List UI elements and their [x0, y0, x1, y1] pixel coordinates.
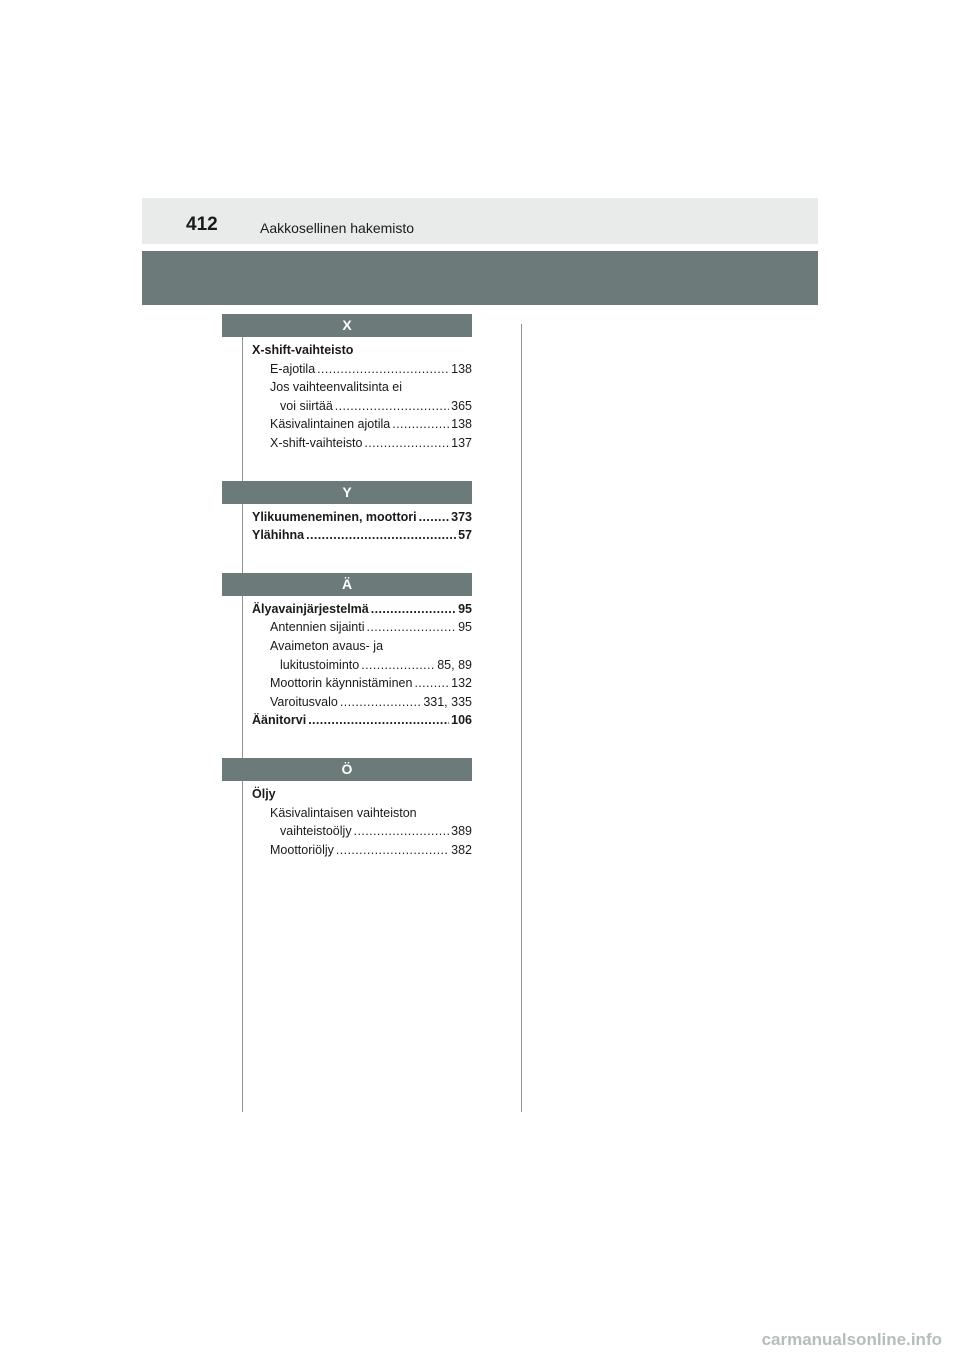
entry-text: vaihteistoöljy	[280, 824, 352, 839]
dot-leader	[367, 618, 457, 637]
index-entry	[252, 508, 472, 527]
section-title: Aakkosellinen hakemisto	[260, 220, 415, 236]
dot-leader	[361, 656, 435, 675]
section-gap	[222, 545, 472, 573]
entry-text: Ylähihna	[252, 528, 305, 543]
entry-text: Moottoriöljy	[270, 842, 334, 857]
entry-text: lukitustoiminto	[280, 657, 360, 672]
entry-list	[222, 596, 472, 730]
page-reference: 365	[451, 398, 472, 413]
index-entry	[252, 360, 472, 379]
index-entry	[252, 674, 472, 693]
dot-leader	[340, 693, 421, 712]
index-entry	[252, 785, 472, 804]
index-entry	[252, 378, 472, 397]
index-entry	[252, 841, 472, 860]
page-reference: 57	[458, 528, 472, 543]
index-entry	[252, 341, 472, 360]
entry-text: Äänitorvi	[252, 713, 307, 728]
dot-leader	[364, 434, 449, 453]
entry-text: Jos vaihteenvalitsinta ei	[270, 380, 403, 395]
page-reference: 137	[451, 435, 472, 450]
index-entry	[252, 618, 472, 637]
watermark: carmanualsonline.info	[761, 1330, 942, 1349]
page-reference: 106	[451, 713, 472, 728]
letter-header: X	[222, 314, 472, 337]
entry-list	[222, 781, 472, 859]
dot-leader	[335, 397, 449, 416]
entry-list	[222, 337, 472, 453]
index-entry	[252, 434, 472, 453]
index-entry	[252, 804, 472, 823]
entry-text: voi siirtää	[280, 398, 333, 413]
dot-leader	[414, 674, 449, 693]
entry-text: E-ajotila	[270, 361, 316, 376]
page-reference: 95	[458, 601, 472, 616]
page-reference: 95	[458, 620, 472, 635]
entry-text: Älyavainjärjestelmä	[252, 601, 369, 616]
page-number: 412	[186, 214, 218, 235]
index-section	[222, 758, 472, 859]
entry-text: Käsivalintainen ajotila	[270, 417, 391, 432]
page-reference: 373	[451, 509, 472, 524]
index-entry	[252, 415, 472, 434]
index-entry	[252, 526, 472, 545]
page-reference: 331, 335	[423, 694, 472, 709]
dot-leader	[392, 415, 449, 434]
section-gap	[222, 453, 472, 481]
index-entry	[252, 822, 472, 841]
letter-header: Y	[222, 481, 472, 504]
entry-list	[222, 504, 472, 545]
index-entry	[252, 656, 472, 675]
dot-leader	[308, 711, 449, 730]
index-section	[222, 314, 472, 453]
dot-leader	[371, 600, 456, 619]
entry-text: Käsivalintaisen vaihteiston	[270, 805, 417, 820]
index-entry	[252, 637, 472, 656]
column-divider-middle	[521, 324, 522, 1112]
letter-header: Ä	[222, 573, 472, 596]
header-band	[142, 198, 818, 244]
index-section	[222, 481, 472, 545]
index-section	[222, 573, 472, 730]
letter-header: Ö	[222, 758, 472, 781]
page-reference: 138	[451, 417, 472, 432]
page-reference: 85, 89	[437, 657, 472, 672]
index-entry	[252, 693, 472, 712]
dot-leader	[419, 508, 450, 527]
dot-leader	[317, 360, 449, 379]
index-entry	[252, 600, 472, 619]
entry-text: Varoitusvalo	[270, 694, 338, 709]
index-entry	[252, 711, 472, 730]
entry-text: X-shift-vaihteisto	[252, 343, 354, 357]
entry-text: Moottorin käynnistäminen	[270, 676, 413, 691]
page-reference: 382	[451, 842, 472, 857]
entry-text: Avaimeton avaus- ja	[270, 638, 384, 653]
index-column	[222, 314, 472, 859]
entry-text: Antennien sijainti	[270, 620, 365, 635]
dot-leader	[306, 526, 456, 545]
decorative-band	[142, 251, 818, 305]
page-reference: 389	[451, 824, 472, 839]
dot-leader	[336, 841, 449, 860]
entry-text: Ylikuumeneminen, moottori	[252, 509, 417, 524]
entry-text: X-shift-vaihteisto	[270, 435, 363, 450]
entry-text: Öljy	[252, 786, 276, 801]
page-reference: 138	[451, 361, 472, 376]
section-gap	[222, 730, 472, 758]
dot-leader	[354, 822, 450, 841]
index-entry	[252, 397, 472, 416]
page-reference: 132	[451, 676, 472, 691]
